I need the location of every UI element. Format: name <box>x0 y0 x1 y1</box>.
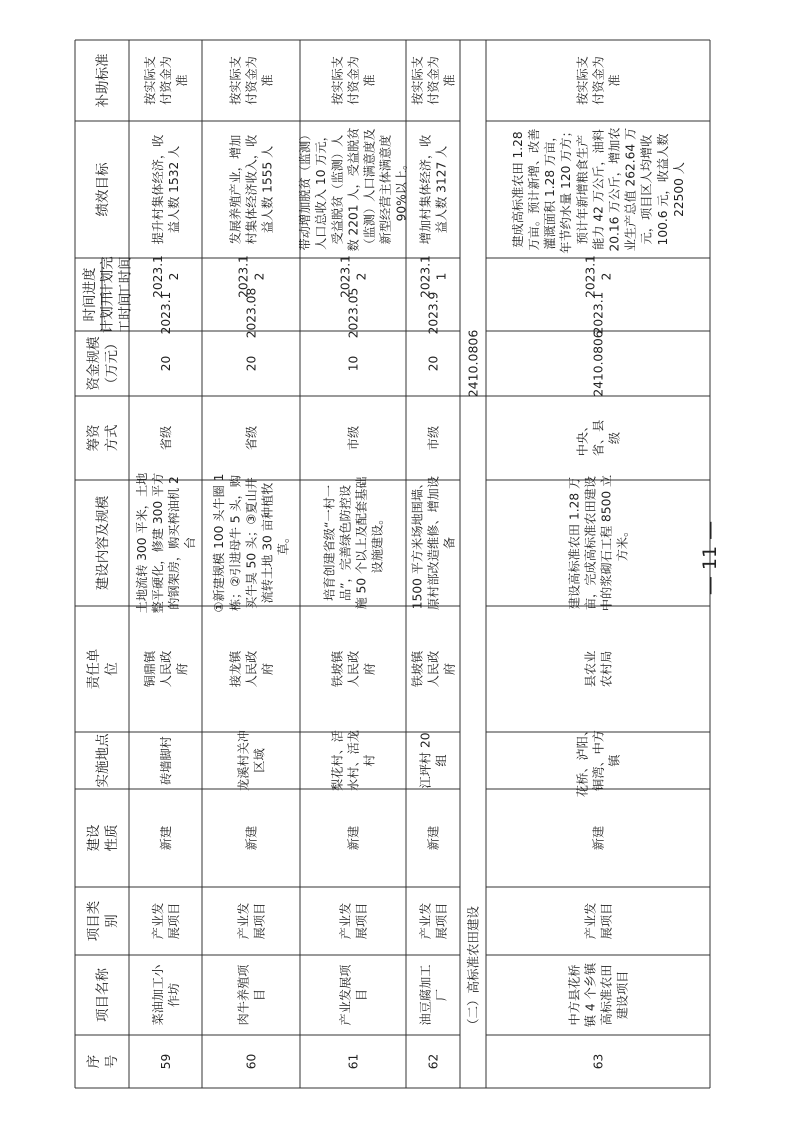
subsection-title: （二）高标准农田建设 <box>465 905 481 1032</box>
row-60-nature: 新建 <box>244 825 259 851</box>
row-60-content: ①新建规模 100 头牛圈 1 栋；②引进母牛 5 头，购 买牛狊 50 头；③夏山井 流转土地 30 亩种植牧 草。 <box>212 473 291 613</box>
header-goal: 绩效目标 <box>94 162 111 217</box>
header-scale: 资金规模 （万元） <box>85 336 120 391</box>
header-nature: 建设 性质 <box>85 824 120 852</box>
row-61-location: 梨花村、活 水村、活龙 村 <box>330 730 377 791</box>
row-61-name: 产业发展项 目 <box>338 964 369 1026</box>
row-60-name: 肉牛养殖项 目 <box>236 964 267 1026</box>
row-60-category: 产业发 展项目 <box>236 902 267 940</box>
row-62-end: 2023.1 1 <box>418 255 449 298</box>
row-59-nature: 新建 <box>158 825 173 851</box>
row-61-nature: 新建 <box>346 825 361 851</box>
row-63-seq: 63 <box>591 1053 606 1070</box>
row-63-subsidy: 按实际支 付资金为 准 <box>575 56 622 105</box>
row-62-location: 江坪村 20 组 <box>418 732 449 789</box>
row-63-unit: 县农业 农村局 <box>583 650 614 688</box>
header-seq: 序 号 <box>85 1054 120 1069</box>
row-62-name: 油豆腐加工 厂 <box>418 964 449 1026</box>
page-number: — 11 — <box>699 520 721 596</box>
row-62-unit: 铁坡镇 人民政 府 <box>410 650 457 688</box>
row-61-seq: 61 <box>346 1053 361 1070</box>
row-62-start: 2023.9 <box>426 291 441 335</box>
row-59-seq: 59 <box>158 1053 173 1070</box>
row-63-start: 2023.1 <box>591 291 606 335</box>
row-61-end: 2023.1 2 <box>338 255 369 298</box>
row-63-location: 花桥、泸阳、 铜湾、中方 镇 <box>575 723 622 798</box>
row-60-unit: 接龙镇 人民政 府 <box>228 650 275 688</box>
row-63-funding: 中央、 省、县 级 <box>575 419 622 457</box>
row-60-subsidy: 按实际支 付资金为 准 <box>228 56 275 105</box>
header-category: 项目类 别 <box>85 900 120 942</box>
row-59-end: 2023.1 2 <box>150 255 181 298</box>
header-end: 计划完 工时间 <box>99 256 134 297</box>
header-content: 建设内容及规模 <box>94 495 111 591</box>
row-63-category: 产业发 展项目 <box>583 902 614 940</box>
row-59-content: 土地流转 300 平米，土地 整平硬化，修建 300 平方 的钢架房，购买榨油机 2 台 <box>134 472 198 614</box>
row-62-funding: 市级 <box>426 425 441 451</box>
row-60-funding: 省级 <box>244 425 259 451</box>
header-unit: 责任单 位 <box>85 648 120 690</box>
row-63-end: 2023.1 2 <box>583 255 614 298</box>
row-59-unit: 铜鼎镇 人民政 府 <box>142 650 189 688</box>
row-61-start: 2023.05 <box>346 287 361 339</box>
subsection-scale: 2410.0806 <box>465 329 481 398</box>
row-63-nature: 新建 <box>591 825 606 851</box>
row-61-unit: 铁坡镇 人民政 府 <box>330 650 377 688</box>
row-60-location: 龙溪村关冲 区域 <box>236 730 267 791</box>
row-59-name: 菜油加工小 作坊 <box>150 964 181 1026</box>
row-63-name: 中方县花桥 镇 4 个乡镇 高标准农田 建设项目 <box>567 962 630 1028</box>
row-60-seq: 60 <box>244 1053 259 1070</box>
row-61-content: 培育创建省级“一村一 品”，完善绿色防控设 施 50 个以上及配套基础 设施建设。 <box>322 476 385 610</box>
row-60-end: 2023.1 2 <box>236 255 267 298</box>
row-61-subsidy: 按实际支 付资金为 准 <box>330 56 377 105</box>
row-62-scale: 20 <box>426 355 441 372</box>
row-62-nature: 新建 <box>426 825 441 851</box>
row-62-subsidy: 按实际支 付资金为 准 <box>410 56 457 105</box>
header-progress: 时间进度 <box>81 267 98 322</box>
row-61-funding: 市级 <box>346 425 361 451</box>
row-60-goal: 发展养殖产业，增加 村集体经济收入，收 益人数 1555 人 <box>228 134 275 245</box>
row-61-category: 产业发 展项目 <box>338 902 369 940</box>
header-start: 计划开 工时间 <box>99 292 134 334</box>
row-63-scale: 2410.0806 <box>591 330 606 397</box>
row-59-location: 砖墙脚村 <box>158 736 173 785</box>
row-62-content: 1500 平方米场地围墙、 原村部改造维修、增加设 备 <box>410 475 457 611</box>
header-location: 实施地点 <box>94 733 111 788</box>
row-59-start: 2023.1 <box>158 291 173 335</box>
row-60-start: 2023.08 <box>244 287 259 339</box>
header-funding: 筹资 方式 <box>85 424 120 452</box>
row-63-content: 建设高标准农田 1.28 万 亩，完成高标准农田建设 中的浆砌石工程 8500 立 方米。 <box>567 474 630 612</box>
row-62-goal: 增加村集体经济，收 益人数 3127 人 <box>418 134 449 245</box>
row-59-subsidy: 按实际支 付资金为 准 <box>142 56 189 105</box>
row-62-seq: 62 <box>426 1053 441 1070</box>
table-cells <box>81 53 686 1069</box>
row-61-scale: 10 <box>346 355 361 372</box>
row-59-funding: 省级 <box>158 425 173 451</box>
row-61-goal: 带动增加脱贫（监测） 人口总收入 10 万元， 受益脱贫（监测）人 数 2201 人，受益脱贫 （监测）人口满意度及 新型经营主体满意度 90%以上。 <box>298 127 409 252</box>
row-63-goal: 建成高标准农田 1.28 万亩。预计新增、改善 灌溉面积 1.28 万亩， 年节约水量 120 万方； 预计年新增粮食生产 能力 42 万公斤，油料 20.16 万公斤，增加农 业生产总值 262.64 万 元，项目区人均增收 100.6 元，收益人数 22500 人 <box>510 125 686 254</box>
row-59-scale: 20 <box>158 355 173 372</box>
row-59-category: 产业发 展项目 <box>150 902 181 940</box>
row-59-goal: 提升村集体经济，收 益人数 1532 人 <box>150 134 181 245</box>
header-subsidy: 补助标准 <box>94 53 111 108</box>
row-62-category: 产业发 展项目 <box>418 902 449 940</box>
header-name: 项目名称 <box>94 968 111 1022</box>
row-60-scale: 20 <box>244 355 259 372</box>
